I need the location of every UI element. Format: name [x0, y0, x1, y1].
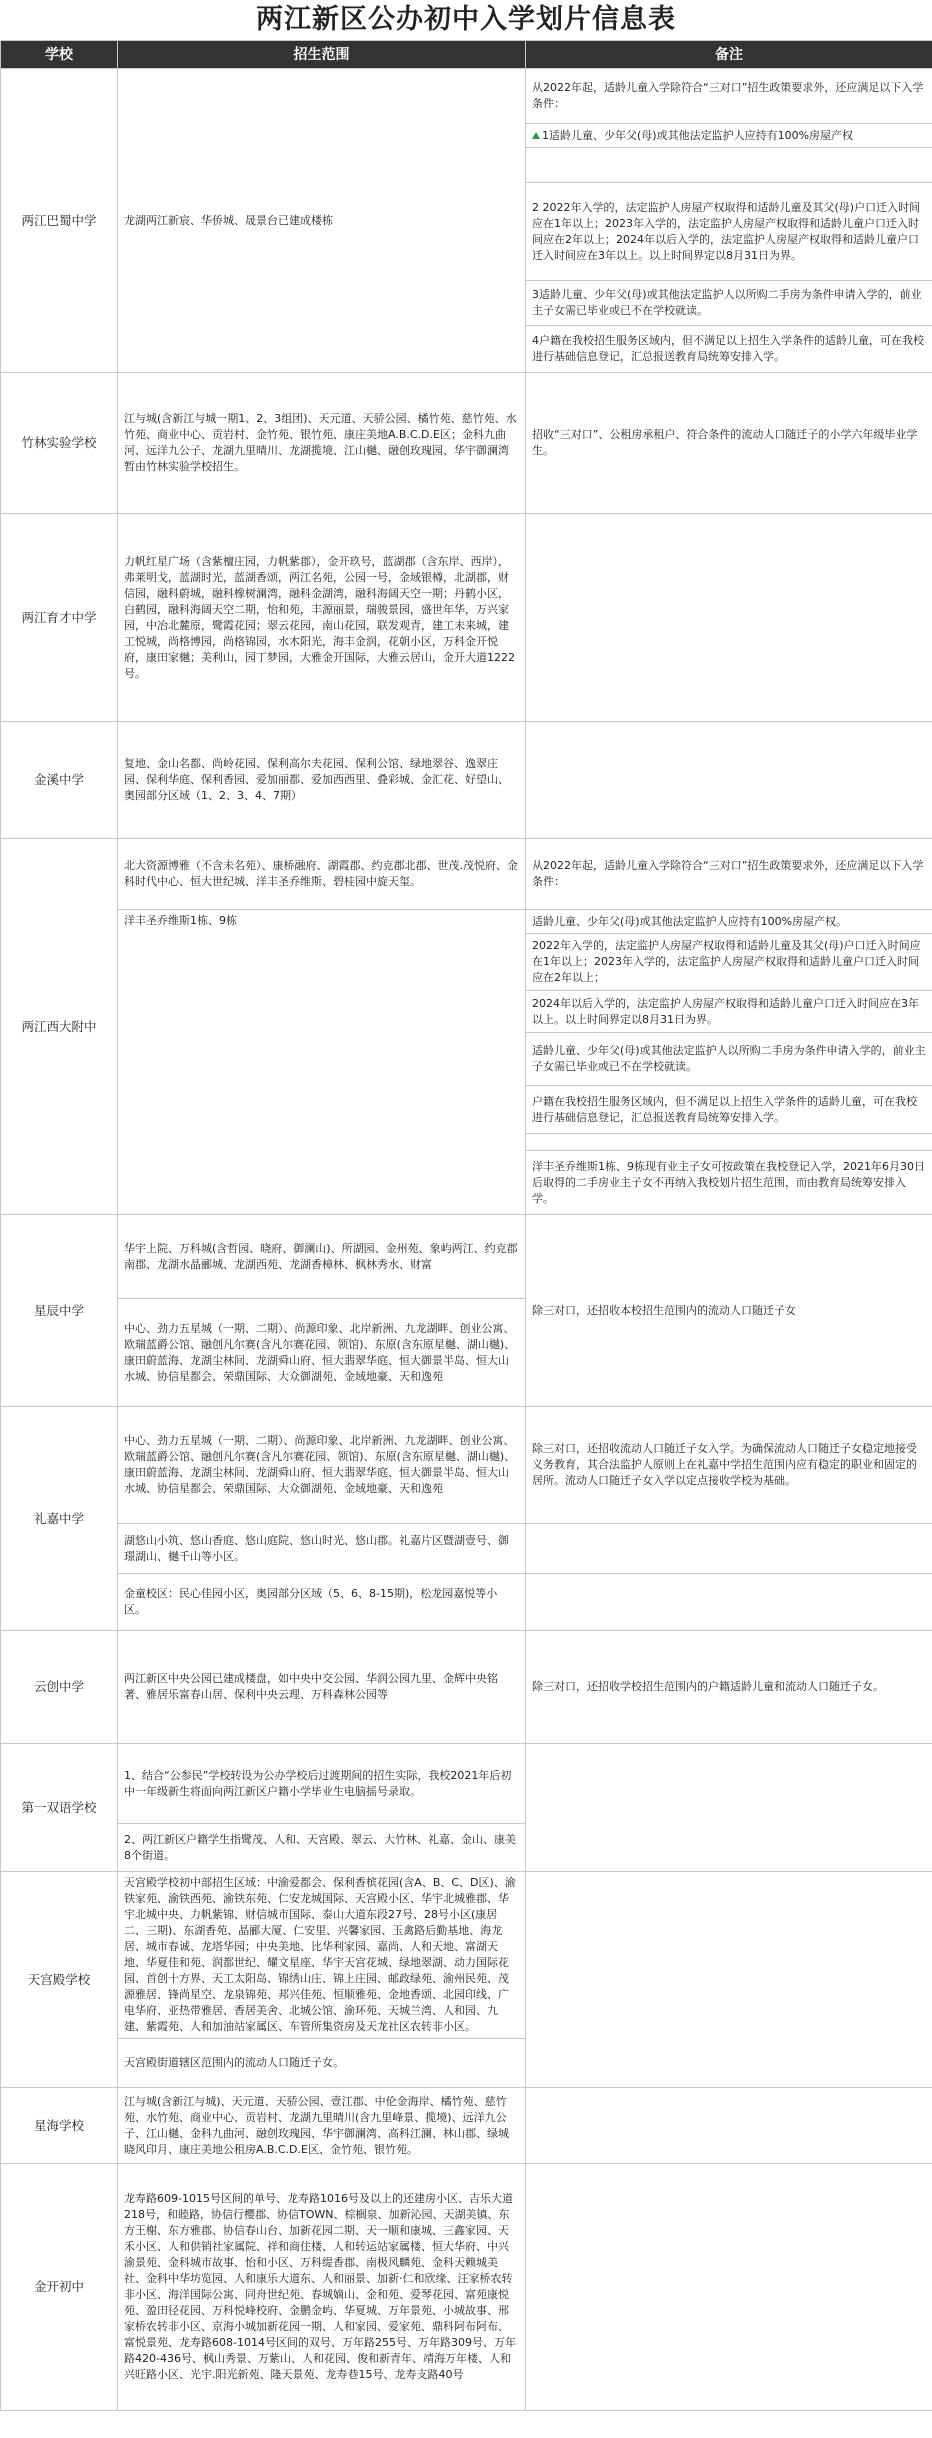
- enrollment-range: 江与城(含新江与城一期1、2、3组团)、天元道、天骄公园、橘竹苑、慈竹苑、水竹苑、商业中心、贡岩村、金竹苑、银竹苑、康庄美地A.B.C.D.E区；金科九曲河、远洋九公子、龙湖九里晴川、龙湖揽境、江山樾、融创玫瑰园、华宇御澜湾暂由竹林实验学校招生。: [118, 373, 526, 514]
- note-cell: [526, 1744, 932, 1872]
- enrollment-range: 北大资源博雅（不含未名苑）、康桥融府、湖霞郡、约克郡北郡、世茂.茂悦府、金科时代中心、恒大世纪城、洋丰圣乔维斯、碧桂园中旋天玺。: [118, 839, 526, 910]
- table-row: [1, 910, 932, 934]
- enrollment-range: 复地、金山名都、尚岭花园、保利高尔夫花园、保利公馆、绿地翠谷、逸翠庄园、保利华庭、保利香园、爱加丽都、爱加西西里、叠彩城、金汇花、好望山、奥园部分区域（1、2、3、4、7期）: [118, 722, 526, 839]
- note-cell: 除三对口，还招收学校招生范围内的户籍适龄儿童和流动人口随迁子女。: [526, 1631, 932, 1744]
- note-cell: 4户籍在我校招生服务区域内，但不满足以上招生入学条件的适龄儿童，可在我校进行基础信息登记，汇总报送教育局统筹安排入学。: [526, 326, 932, 373]
- page-title: 两江新区公办初中入学划片信息表: [256, 4, 676, 35]
- table-row: [1, 1215, 932, 1299]
- note-cell: 2022年入学的，法定监护人房屋产权取得和适龄儿童及其父(母)户口迁入时间应在1年以上；2023年入学的，法定监护人房屋产权取得和适龄儿童户口迁入时间应在2年以上；: [526, 934, 932, 991]
- table-header-row: [1, 41, 932, 69]
- school-name: 礼嘉中学: [1, 1407, 118, 1631]
- table-row: [1, 1872, 932, 2039]
- table-row: [1, 839, 932, 910]
- enrollment-range: 龙湖两江新宸、华侨城、晟景台已建成楼栋: [118, 69, 526, 373]
- note-cell: [526, 1524, 932, 1574]
- enrollment-range: 1、结合“公参民”学校转设为公办学校后过渡期间的招生实际，我校2021年后初中一年级新生将面向两江新区户籍小学毕业生电脑摇号录取。: [118, 1744, 526, 1824]
- table-row: [1, 1631, 932, 1744]
- table-row: [1, 373, 932, 514]
- note-cell: [526, 2088, 932, 2164]
- enrollment-range: 两江新区中央公园已建成楼盘，如中央中交公园、华润公园九里、金辉中央铭著、雅居乐富春山居、保利中央云理、万科森林公园等: [118, 1631, 526, 1744]
- warning-icon: [532, 132, 540, 139]
- school-name: 第一双语学校: [1, 1744, 118, 1872]
- table-row: [1, 1574, 932, 1631]
- note-cell: [526, 124, 932, 148]
- school-name: 天宫殿学校: [1, 1872, 118, 2088]
- note-cell: 3适龄儿童、少年父(母)或其他法定监护人以所购二手房为条件申请入学的，前业主子女需已毕业或已不在学校就读。: [526, 281, 932, 326]
- note-cell: [526, 148, 932, 183]
- enrollment-range: 湖悠山小筑、悠山香庭、悠山庭院、悠山时光、悠山郡。礼嘉片区暨湖壹号、御璟湖山、樾千山等小区。: [118, 1524, 526, 1574]
- table-row: [1, 2088, 932, 2164]
- header-note: 备注: [526, 41, 932, 69]
- note-cell: [526, 722, 932, 839]
- note-cell: 招收“三对口”、公租房承租户、符合条件的流动人口随迁子的小学六年级毕业学生。: [526, 373, 932, 514]
- school-name: 云创中学: [1, 1631, 118, 1744]
- school-name: 金溪中学: [1, 722, 118, 839]
- school-name: 金开初中: [1, 2164, 118, 2411]
- note-cell: 2024年以后入学的，法定监护人房屋产权取得和适龄儿童户口迁入时间应在3年以上。以上时间界定以8月31日为界。: [526, 991, 932, 1033]
- enrollment-range: 洋丰圣乔维斯1栋、9栋: [118, 910, 526, 1215]
- table-row: [1, 1524, 932, 1574]
- enrollment-range: 天宫殿街道辖区范围内的流动人口随迁子女。: [118, 2039, 526, 2088]
- school-name: 竹林实验学校: [1, 373, 118, 514]
- note-cell: [526, 2164, 932, 2411]
- note-cell: 洋丰圣乔维斯1栋、9栋现有业主子女可按政策在我校登记入学，2021年6月30日后取得的二手房业主子女不再纳入我校划片招生范围，而由教育局统筹安排入学。: [526, 1151, 932, 1215]
- note-cell: 除三对口，还招收本校招生范围内的流动人口随迁子女: [526, 1215, 932, 1407]
- school-name: 两江育才中学: [1, 514, 118, 722]
- school-name: 两江西大附中: [1, 839, 118, 1215]
- note-cell: [526, 1872, 932, 2088]
- enrollment-range: 江与城(含新江与城)、天元道、天骄公园、壹江郡、中伦金海岸、橘竹苑、慈竹苑、水竹苑、商业中心、贡岩村、龙湖九里晴川(含九里峰景、揽境)、远洋九公子、江山樾、金科九曲河、融创玫瑰园、华宇御澜湾、高科江澜、林山郡、绿城晓风印月、康庄美地公租房A.B.C.D.E区、金竹苑、银竹苑。: [118, 2088, 526, 2164]
- note-cell: 除三对口，还招收流动人口随迁子女入学。为确保流动人口随迁子女稳定地接受义务教育，其合法监护人原则上在礼嘉中学招生范围内应有稳定的职业和固定的居所。流动人口随迁子女入学以定点接收学校为基础。: [526, 1407, 932, 1524]
- note-text: 1适龄儿童、少年父(母)或其他法定监护人应持有100%房屋产权: [542, 128, 854, 142]
- table-row: [1, 1407, 932, 1524]
- note-cell: 从2022年起，适龄儿童入学除符合“三对口”招生政策要求外，还应满足以下入学条件：: [526, 839, 932, 910]
- note-cell: [526, 1134, 932, 1151]
- note-cell: 适龄儿童、少年父(母)或其他法定监护人以所购二手房为条件申请入学的，前业主子女需已毕业或已不在学校就读。: [526, 1033, 932, 1086]
- table-row: [1, 69, 932, 124]
- school-name: 星辰中学: [1, 1215, 118, 1407]
- enrollment-range: 力帆红星广场（含紫檀庄园，力帆紫郡），金开玖号，蓝湖郡（含东岸、西岸），弗莱明戈，蓝湖时光，蓝湖香颂，两江名苑，公园一号，金域银樽，北湖郡，财信园，融科蔚城，融科橡树澜湾，融科金湖湾，融科海阔天空一期；丹鹤小区，白鹤园，融科海阔天空二期，怡和苑，丰源丽景，瑞骏景园，盛世年华，万兴家园，中冶北麓原，鹭霞花园；翠云花园，南山花园，联发观青，建工未来城，建工悦城，尚格博园，尚格锦园，水木阳光，海丰金润，花朝小区，万科金开悦府，康田家樾；美利山，园丁梦园，大雅金开国际，大雅云居山，金开大道1222号。: [118, 514, 526, 722]
- enrollment-range: 龙寿路609-1015号区间的单号、龙寿路1016号及以上的还建房小区、吉乐大道218号，和睦路，协信行樱郡、协信TOWN、棕榈泉、加新沁园、天湖美镇、东方王榭、东方雅郡、协信春山台、加新花园二期、天一顺和康城、三鑫家园、天禾小区、人和供销社家属院、祥和商住楼、人和转运站家属楼、恒大华府、中兴渝景苑、金科城市故事、怡和小区、万科缇香郡、南极风麟苑、金科天赖城美社、金科中华坊览园、人和康乐大道东、人和丽景、加新·仁和欣缘、汪家桥农转非小区、海洋国际公寓、同舟世纪苑、春城嫡山、金和苑、爱琴花园、富苑康悦苑、盈田径花园、万科悦峰校府、金鹏金屿、华夏城、万年景苑、小城故事、邢家桥农转非小区、京海小城加新花园一期、人和家园、爱家苑、鼎科阿布阿布、富悦景苑、龙寿路608-1014号区间的双号、万年路255号、万年路309号、万年路420-436号、枫山秀景、万紫山、人和花园、俊和新青年、靖海万年楼、人和兴旺路小区、光宇.阳光新苑、隆天景苑、龙寿巷15号、龙寿支路40号: [118, 2164, 526, 2411]
- header-range: 招生范围: [118, 41, 526, 69]
- zoning-table: [0, 40, 932, 2411]
- table-row: [1, 514, 932, 722]
- note-cell: [526, 514, 932, 722]
- note-cell: 户籍在我校招生服务区域内，但不满足以上招生入学条件的适龄儿童，可在我校进行基础信息登记，汇总报送教育局统筹安排入学。: [526, 1086, 932, 1134]
- note-cell: 适龄儿童、少年父(母)或其他法定监护人应持有100%房屋产权。: [526, 910, 932, 934]
- table-row: [1, 2164, 932, 2411]
- enrollment-range: 华宇上院、万科城(含哲园、晓府、御澜山)、所湖园、金州苑、象屿两江、约克郡南郡、龙湖水晶郦城、龙湖西苑、龙湖香樟林、枫林秀水、财富: [118, 1215, 526, 1299]
- table-row: [1, 722, 932, 839]
- note-cell: 2 2022年入学的，法定监护人房屋产权取得和适龄儿童及其父(母)户口迁入时间应在1年以上；2023年入学的，法定监护人房屋产权取得和适龄儿童户口迁入时间应在2年以上；2024年以后入学的，法定监护人房屋产权取得和适龄儿童户口迁入时间应在3年以上。以上时间界定以8月31日为界。: [526, 183, 932, 281]
- table-row: [1, 1744, 932, 1824]
- school-name: 星海学校: [1, 2088, 118, 2164]
- enrollment-range: 中心、劲力五星城（一期、二期）、尚源印象、北岸新洲、九龙湖畔、创业公寓、欧瑞蓝爵公馆、融创凡尔赛(含凡尔赛花园、领馆)、东原(含东原星樾、湖山樾)、康田蔚蓝海、龙湖尘林间、龙湖舜山府、恒大翡翠华庭、恒大御景半岛、恒大山水城、协信星都会、荣鼎国际、大众御湖苑、金域地豪、天和逸苑: [118, 1299, 526, 1407]
- enrollment-range: 中心、劲力五星城（一期、二期）、尚源印象、北岸新洲、九龙湖畔、创业公寓、欧瑞蓝爵公馆、融创凡尔赛(含凡尔赛花园、领馆)、东原(含东原星樾、湖山樾)、康田蔚蓝海、龙湖尘林间、龙湖舜山府、恒大翡翠华庭、恒大御景半岛、恒大山水城、协信星都会、荣鼎国际、大众御湖苑、金域地豪、天和逸苑: [118, 1407, 526, 1524]
- header-school: 学校: [1, 41, 118, 69]
- note-cell: [526, 1574, 932, 1631]
- enrollment-range: 金童校区：民心佳园小区，奥园部分区域（5、6、8-15期)，松龙园嘉悦等小区。: [118, 1574, 526, 1631]
- enrollment-range: 2、两江新区户籍学生指鹭茂、人和、天宫殿、翠云、大竹林、礼嘉、金山、康美8个街道。: [118, 1824, 526, 1872]
- school-name: 两江巴蜀中学: [1, 69, 118, 373]
- enrollment-range: 天宫殿学校初中部招生区域：中渝爱都会、保利香槟花园(含A、B、C、D区)、渝铁家苑、渝铁西苑、渝铁东苑、仁安龙城国际、天宫殿小区、华宇北城雅郡、华宇北城中央、力帆紫锦、财信城市国际、泰山大道东段27号、28号小区(康居二、三期)、东湖香苑、晶郦大厦、仁安里、兴馨家园、玉禽路后勤基地、海龙居、城市春诚、龙塔华园；中央美地、比华利家园、嘉尚、人和天地、富湖天地、华夏佳和苑、润都世纪、耀文星座、华宇天宫花城、绿地翠湖、动力国际花园、首创十方界、天工太阳岛、锦绣山庄、锦上庄园、邮政绿苑、渝州民苑、茂源雅居、锋尚星空、龙泉锦苑、邦兴佳苑、恒顺雅苑、金地香颂、北园印线、广电华府、亚热带雅居、香居美舍、北城公馆、渝环苑、天城兰湾、人和园、九建、紫霞苑、人和加油站家属区、车管所集资房及天龙社区农转非小区。: [118, 1872, 526, 2039]
- note-cell: 从2022年起，适龄儿童入学除符合“三对口”招生政策要求外，还应满足以下入学条件：: [526, 69, 932, 124]
